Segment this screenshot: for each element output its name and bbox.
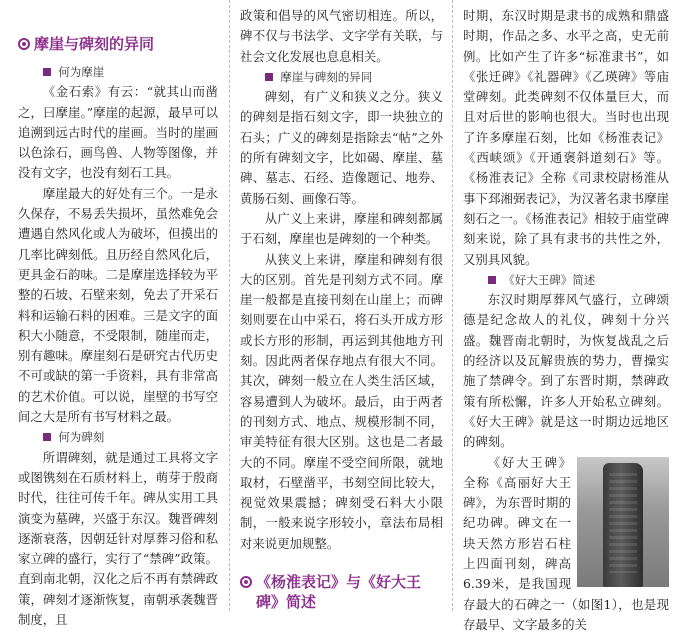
paragraph: 《好大王碑》全称《高丽好大王碑》，为东晋时期的纪功碑。碑文在一块天然方形岩石柱上四面刊刻，碑高6.39米，是我国现存最大的石碑之一（如图1），也是现存最早、文字最多的关 [463,454,669,632]
section-bullet-icon [240,576,252,588]
paragraph: 东汉时期厚葬风气盛行，立碑颂德是纪念故人的礼仪，碑刻十分兴盛。魏晋南北朝时，为恢复战乱之后的经济以及瓦解贵族的势力，曹操实施了禁碑令。到了东晋时期，禁碑政策有所松懈，许多人开始私立碑刻。《好大王碑》就是这一时期边远地区的碑刻。 [463,292,669,450]
section-title [18,34,218,54]
paragraph: 政策和倡导的风气密切相连。所以，碑不仅与书法学、文字学有关联，与社会文化发展也息息相关。 [240,8,443,64]
subheading [18,427,218,447]
section-title-text: 摩崖与碑刻的异同 [34,35,155,53]
column-2 [240,6,443,611]
subheading-text: 《好大王碑》简述 [503,272,596,287]
subheading [240,67,443,87]
square-bullet-icon [265,73,273,81]
column-3 [463,6,669,632]
subheading-text: 何为碑刻 [58,430,105,445]
square-bullet-icon [43,68,51,76]
column-1 [18,6,218,628]
section-bullet-icon [18,38,30,50]
square-bullet-icon [43,433,51,441]
paragraph: 从广义上来讲，摩崖和碑刻都属于石刻，摩崖也是碑刻的一个种类。 [240,210,443,247]
paragraph: 时期，东汉时期是隶书的成熟和鼎盛时期，作品之多、水平之高，史无前例。比如产生了许多“标准隶书”，如《张迁碑》《礼器碑》《乙瑛碑》等庙堂碑刻。此类碑刻不仅体量巨大，而且对后世的影响也很大。当时也出现了许多摩崖石刻，比如《杨淮表记》《西峡颂》《开通褒斜道刻石》等。《杨淮表记》全称《司隶校尉杨淮从事下邳湘弼表记》，为汉著名隶书摩崖刻石之一。《杨淮表记》相较于庙堂碑刻来说，除了具有隶书的共性之外，又别具风貌。 [463,8,669,267]
stele-photo [577,457,669,587]
paragraph: 碑刻，有广义和狭义之分。狭义的碑刻是指石刻文字，即一块独立的石头；广义的碑刻是指除去“帖”之外的所有碑刻文字，比如碣、摩崖、墓碑、墓志、石经、造像题记、地券、黄肠石刻、画像石等。 [240,89,443,206]
square-bullet-icon [488,276,496,284]
subheading-text: 摩崖与碑刻的异同 [280,69,373,84]
paragraph: 所谓碑刻，就是通过工具将文字或图镌刻在石质材料上，萌芽于殷商时代，往往可传千年。碑从实用工具演变为墓碑，兴盛于东汉。魏晋碑刻逐渐衰落，因朝廷针对厚葬习俗和私家立碑的盛行，实行了“禁碑”政策。直到南北朝，汉化之后不再有禁碑政策，碑刻才逐渐恢复，南朝承袭魏晋制度，且 [18,449,218,628]
column-divider [452,0,453,611]
column-divider [229,0,230,611]
subheading-text: 何为摩崖 [58,65,105,79]
section-title [240,572,443,612]
subheading [18,62,218,82]
section-title-text: 《杨淮表记》与《好大王碑》简述 [256,573,422,612]
stele-image [603,463,643,587]
subheading [463,270,669,290]
paragraph: 《金石索》有云：“就其山而凿之，曰摩崖。”摩崖的起源，最早可以追溯到远古时代的崖画。当时的崖画以色涂石，画鸟兽、人物等图像，并没有文字，也没有刻石工具。 [18,84,218,181]
paragraph: 从狭义上来讲，摩崖和碑刻有很大的区别。首先是刊刻方式不同。摩崖一般都是直接刊刻在山崖上；而碑刻则要在山中采石，将石头开成方形或长方形的形制，再运到其他地方刊刻。因此两者保存地点有很大不同。其次，碑刻一般立在人类生活区域，容易遭到人为破坏。最后，由于两者的刊刻方式、地点、规模形制不同，审美特征有很大区别。这也是二者最大的不同。摩崖不受空间所限，就地取材，石壁凿平，书刻空间比较大，视觉效果震撼；碑刻受石料大小限制，一般来说字形较小，章法布局相对来说更加规整。 [240,251,443,551]
paragraph: 摩崖最大的好处有三个。一是永久保存，不易丢失损坏，虽然难免会遭遇自然风化或人为破坏，但摸出的几率比碑刻低。且历经自然风化后，更具金石韵味。二是摩崖选择较为平整的石坡、石壁来刻，免去了开采石料和运输石料的困难。三是文字的面积大小随意，不受限制，随崖而走，别有趣味。摩崖刻石是研究古代历史不可或缺的第一手资料，具有非常高的艺术价值。可以说，崖壁的书写空间之大是所有书写材料之最。 [18,185,218,425]
